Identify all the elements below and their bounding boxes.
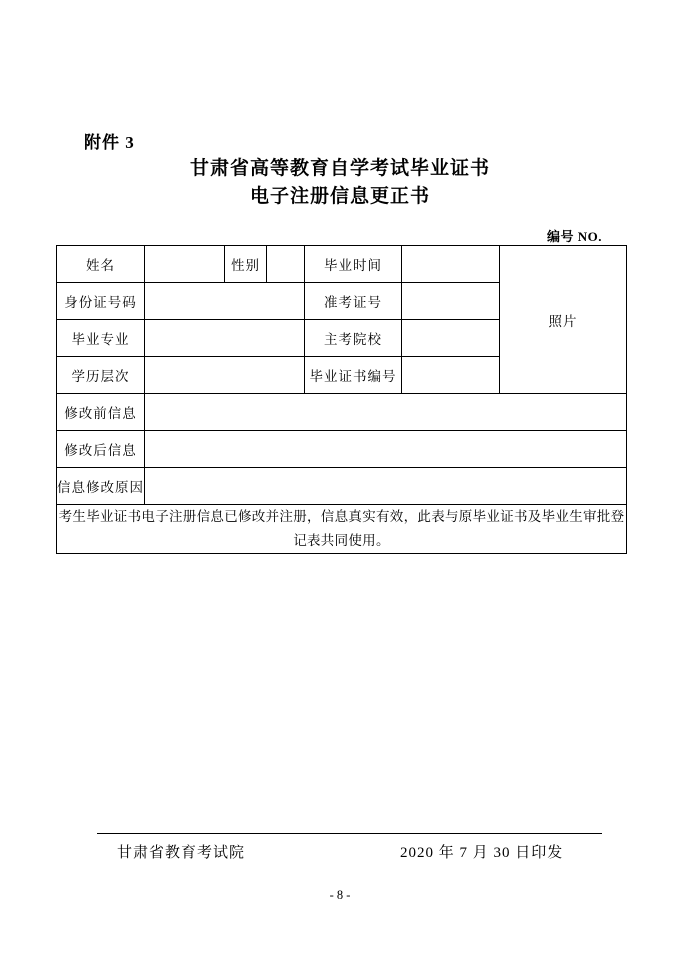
field-value-gender[interactable] xyxy=(267,246,305,283)
title-line-1: 甘肃省高等教育自学考试毕业证书 xyxy=(189,158,490,179)
footer-issuer: 甘肃省教育考试院 xyxy=(117,845,246,861)
field-label-name: 姓名 xyxy=(57,246,145,283)
field-value-id-number[interactable] xyxy=(145,283,305,320)
field-value-before-info[interactable] xyxy=(145,394,627,431)
table-row xyxy=(57,394,627,431)
field-value-after-info[interactable] xyxy=(145,431,627,468)
page-number: - 8 - xyxy=(329,888,351,902)
attachment-label: 附件 3 xyxy=(84,133,135,152)
footer-divider xyxy=(97,833,602,834)
field-value-certificate-number[interactable] xyxy=(402,357,500,394)
field-label-major: 毕业专业 xyxy=(57,320,145,357)
title-line-2: 电子注册信息更正书 xyxy=(249,186,430,207)
field-value-education-level[interactable] xyxy=(145,357,305,394)
field-value-name[interactable] xyxy=(145,246,225,283)
field-value-major[interactable] xyxy=(145,320,305,357)
field-label-reason: 信息修改原因 xyxy=(57,468,145,505)
field-label-graduation-date: 毕业时间 xyxy=(305,246,402,283)
field-label-id-number: 身份证号码 xyxy=(57,283,145,320)
table-row xyxy=(57,468,627,505)
field-value-reason[interactable] xyxy=(145,468,627,505)
serial-number-label: 编号 NO. xyxy=(546,229,602,244)
field-value-exam-number[interactable] xyxy=(402,283,500,320)
footer-date: 2020 年 7 月 30 日印发 xyxy=(400,845,564,861)
table-row xyxy=(57,431,627,468)
field-label-certificate-number: 毕业证书编号 xyxy=(305,357,402,394)
field-value-host-college[interactable] xyxy=(402,320,500,357)
table-row xyxy=(57,505,627,554)
field-label-exam-number: 准考证号 xyxy=(305,283,402,320)
page-title xyxy=(0,155,680,211)
field-label-after-info: 修改后信息 xyxy=(57,431,145,468)
field-label-host-college: 主考院校 xyxy=(305,320,402,357)
field-value-graduation-date[interactable] xyxy=(402,246,500,283)
field-label-gender: 性别 xyxy=(225,246,267,283)
field-label-before-info: 修改前信息 xyxy=(57,394,145,431)
table-row xyxy=(57,246,627,283)
field-label-education-level: 学历层次 xyxy=(57,357,145,394)
form-note: 考生毕业证书电子注册信息已修改并注册，信息真实有效，此表与原毕业证书及毕业生审批登记表共同使用。 xyxy=(57,505,627,554)
correction-form-table xyxy=(56,245,627,554)
photo-placeholder: 照片 xyxy=(500,246,627,394)
